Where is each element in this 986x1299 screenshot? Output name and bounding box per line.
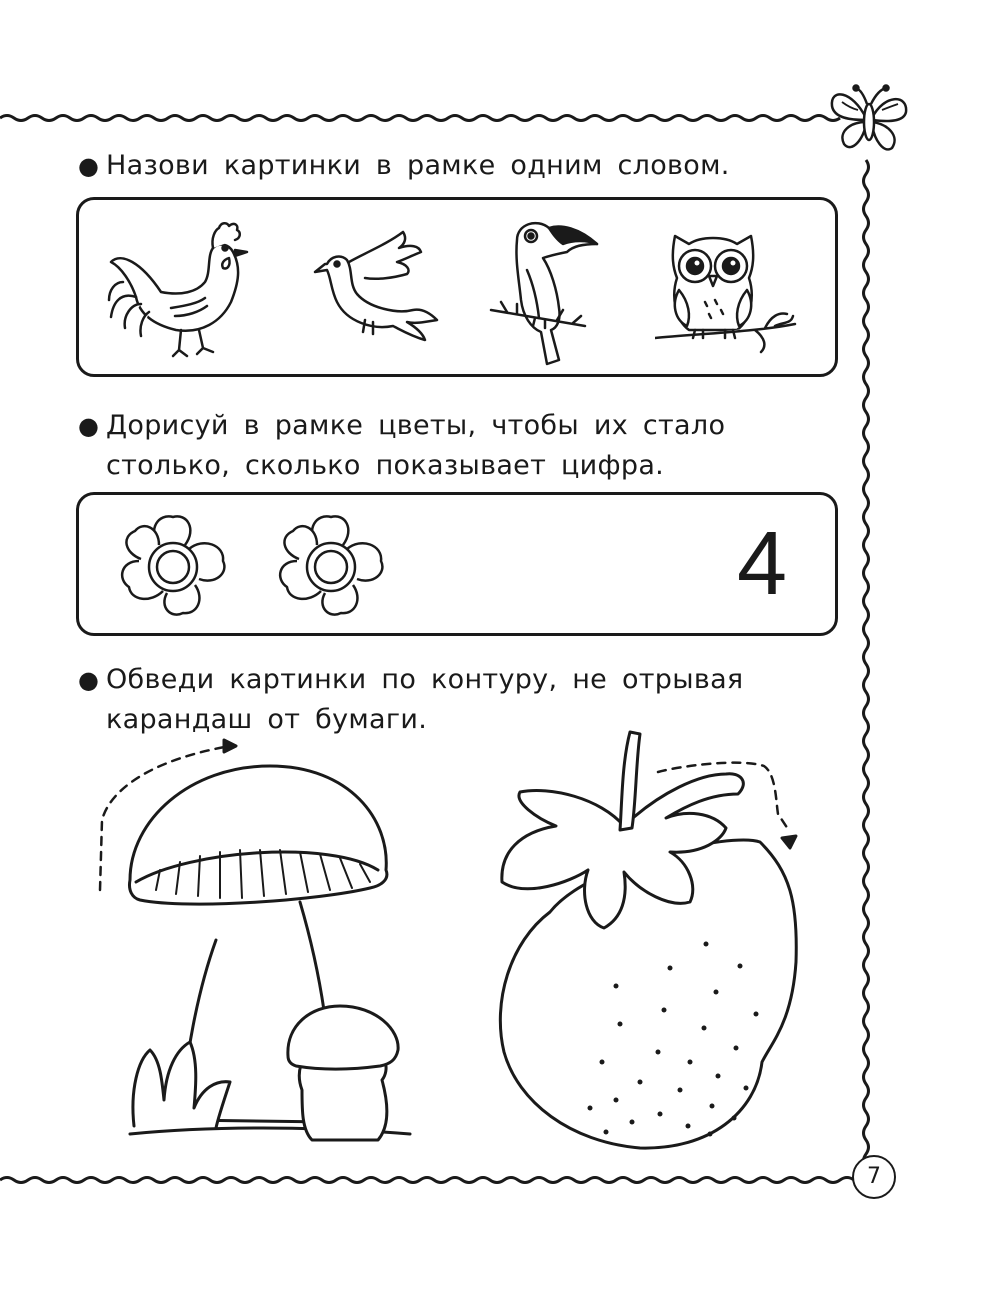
toucan-icon [487,210,607,370]
dove-icon [307,222,447,352]
bullet-icon: ● [78,412,100,440]
owl-icon [655,216,815,366]
butterfly-icon [822,80,914,158]
flowers-frame [76,492,838,636]
task-2-instruction [78,406,798,486]
task-1-text: Назови картинки в рамке одним словом. [106,150,730,181]
mushroom-icon[interactable] [90,730,430,1150]
task-1-instruction [78,146,730,186]
birds-frame [76,197,838,377]
bullet-icon: ● [78,152,100,180]
page-number: 7 [852,1155,896,1199]
task-2-text: Дорисуй в рамке цветы, чтобы их стало столько, сколько показывает цифра. [106,410,726,481]
target-number: 4 [737,514,788,614]
flower-icon [107,509,237,619]
rooster-icon [101,212,261,362]
bullet-icon: ● [78,666,100,694]
task-3-text: Обведи картинки по контуру, не отрывая карандаш от бумаги. [106,664,744,735]
flower-icon [265,509,395,619]
strawberry-icon[interactable] [490,722,830,1162]
